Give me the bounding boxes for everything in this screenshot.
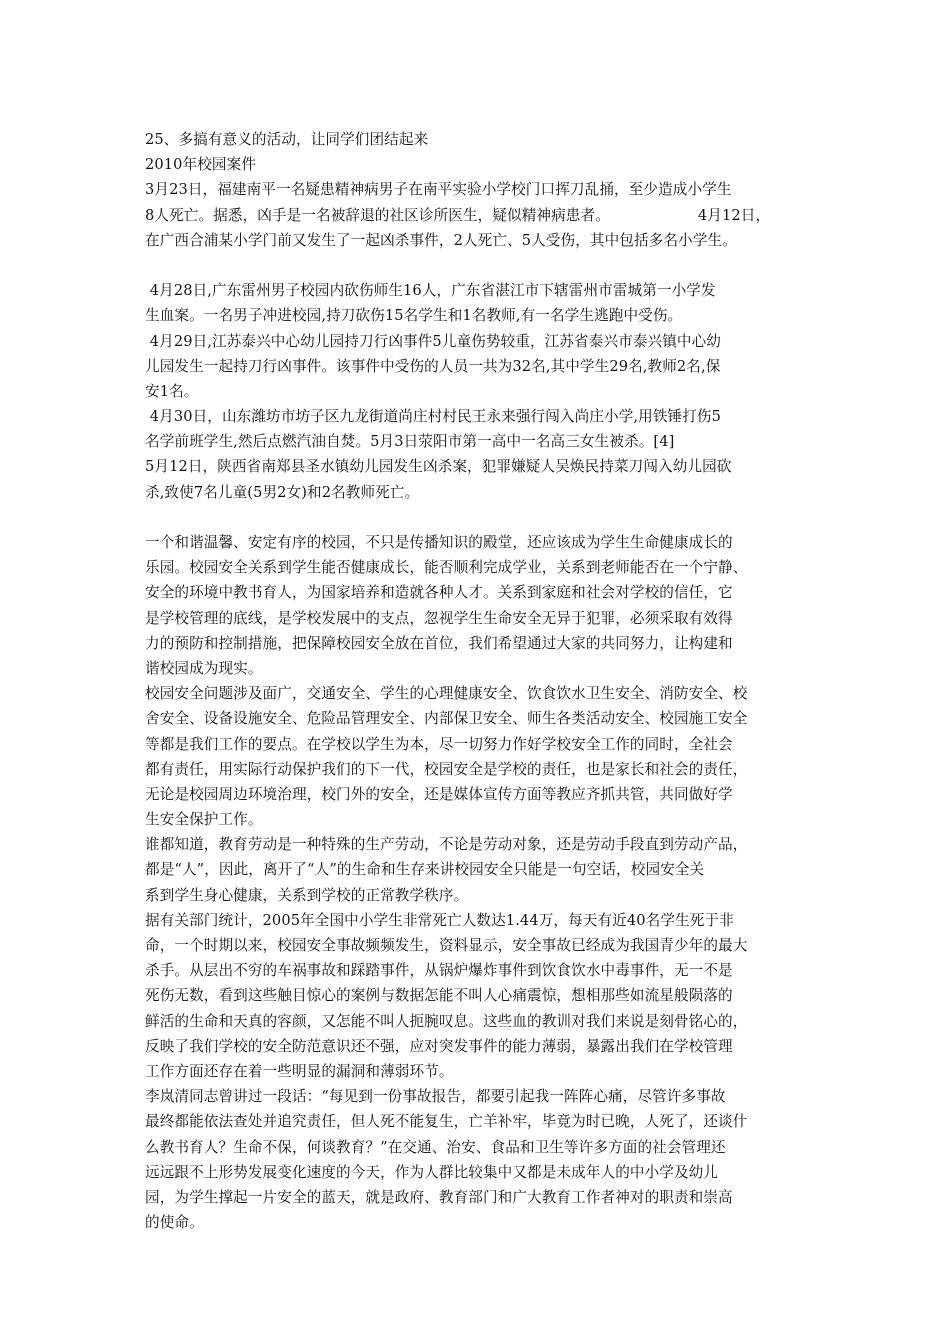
- text-line: 鲜活的生命和天真的容颜，又怎能不叫人扼腕叹息。这些血的教训对我们来说是刻骨铭心的，: [145, 1012, 748, 1030]
- text-line: 舍安全、设备设施安全、危险品管理安全、内部保卫安全、师生各类活动安全、校园施工安全: [145, 710, 748, 728]
- text-line: 杀,致使7名儿童(5男2女)和2名教师死亡。: [145, 483, 420, 501]
- text-line: 远远跟不上形势发展变化速度的今天，作为人群比较集中又都是未成年人的中小学及幼儿: [145, 1163, 719, 1181]
- text-line: 一个和谐温馨、安定有序的校园，不只是传播知识的殿堂，还应该成为学生生命健康成长的: [145, 534, 733, 551]
- text-line: 么教书育人？生命不保，何谈教育？”在交通、治安、食品和卫生等许多方面的社会管理还: [145, 1138, 726, 1156]
- text-line: 生血案。一名男子冲进校园,持刀砍伤15名学生和1名教师,有一名学生逃跑中受伤。: [145, 307, 683, 325]
- case-paragraph-3: [145, 329, 815, 405]
- text-line: 儿园发生一起持刀行凶事件。该事件中受伤的人员一共为32名,其中学生29名,教师2名,保: [145, 357, 721, 375]
- case-paragraph-5: [145, 454, 815, 504]
- text-line: 园，为学生撑起一片安全的蓝天，就是政府、教育部门和广大教育工作者神对的职责和崇高: [145, 1188, 733, 1206]
- text-line: 李岚清同志曾讲过一段话：“每见到一份事故报告，都要引起我一阵阵心痛，尽管许多事故: [145, 1088, 726, 1106]
- text-line: 等都是我们工作的要点。在学校以学生为本，尽一切努力作好学校安全工作的同时，全社会: [145, 735, 733, 753]
- text-line: 谁都知道，教育劳动是一种特殊的生产劳动，不论是劳动对象，还是劳动手段直到劳动产品，: [145, 836, 748, 854]
- text-line: 的使命。: [145, 1214, 204, 1232]
- text-line: 安全的环境中教书育人，为国家培养和造就各种人才。关系到家庭和社会对学校的信任，它: [145, 584, 733, 602]
- body-paragraph-3: [145, 832, 815, 908]
- body-paragraph-4: [145, 908, 815, 1084]
- blank-line: [145, 253, 815, 278]
- text-line: 死伤无数，看到这些触目惊心的案例与数据怎能不叫人心痛震惊，想相那些如流星般陨落的: [145, 987, 733, 1005]
- text-line: 谐校园成为现实。: [145, 659, 263, 677]
- text-run: 4月12日，: [697, 206, 771, 224]
- text-line: 安1名。: [145, 382, 199, 400]
- text-line: 4月28日,广东雷州男子校园内砍伤师生16人，广东省湛江市下辖雷州市雷城第一小学发: [145, 282, 716, 300]
- text-line: 4月30日，山东潍坊市坊子区九龙街道尚庄村村民王永来强行闯入尚庄小学,用铁锤打伤5: [145, 408, 721, 426]
- text-line: 4月29日,江苏泰兴中心幼儿园持刀行凶事件5儿童伤势较重，江苏省泰兴市泰兴镇中心幼: [145, 332, 721, 350]
- text-run: 8人死亡。据悉，凶手是一名被辞退的社区诊所医生，疑似精神病患者。: [145, 206, 610, 224]
- document-body: [145, 127, 815, 1235]
- text-line: 5月12日，陕西省南郑县圣水镇幼儿园发生凶杀案，犯罪嫌疑人吴焕民持菜刀闯入幼儿园砍: [145, 458, 732, 476]
- text-line: 反映了我们学校的安全防范意识还不强，应对突发事件的能力薄弱，暴露出我们在学校管理: [145, 1037, 733, 1055]
- case-paragraph-1: [145, 177, 815, 253]
- body-paragraph-5: [145, 1084, 815, 1235]
- text-line: 生安全保护工作。: [145, 811, 263, 829]
- text-line: 都有责任，用实际行动保护我们的下一代，校园安全是学校的责任，也是家长和社会的责任，: [145, 760, 748, 778]
- text-line: 都是“人”，因此，离开了“人”的生命和生存来讲校园安全只能是一句空话，校园安全关: [145, 861, 705, 879]
- text-line: 无论是校园周边环境治理，校门外的安全，还是媒体宣传方面等教应齐抓共管，共同做好学: [145, 785, 733, 803]
- text-line: 杀手。从层出不穷的车祸事故和踩踏事件，从锅炉爆炸事件到饮食饮水中毒事件，无一不是: [145, 962, 733, 980]
- text-line: 在广西合浦某小学门前又发生了一起凶杀事件，2人死亡、5人受伤，其中包括多名小学生。: [145, 231, 737, 249]
- text-line: 校园安全问题涉及面广，交通安全、学生的心理健康安全、饮食饮水卫生安全、消防安全、校: [145, 685, 748, 703]
- case-paragraph-2: [145, 278, 815, 328]
- text-line: 是学校管理的底线，是学校发展中的支点，忽视学生生命安全无异于犯罪，必须采取有效得: [145, 609, 733, 627]
- case-paragraph-4: [145, 404, 815, 454]
- list-item-heading: 25、多搞有意义的活动，让同学们团结起来: [145, 131, 429, 148]
- text-line: [145, 203, 815, 228]
- blank-line: [145, 505, 815, 530]
- text-line: 命，一个时期以来，校园安全事故频频发生，资料显示，安全事故已经成为我国青少年的最大: [145, 937, 748, 954]
- text-line: 3月23日，福建南平一名疑患精神病男子在南平实验小学校门口挥刀乱捅，至少造成小学生: [145, 181, 732, 199]
- text-line: 乐园。校园安全关系到学生能否健康成长，能否顺利完成学业，关系到老师能否在一个宁静、: [145, 559, 748, 577]
- text-line: 名学前班学生,然后点燃汽油自焚。5月3日荥阳市第一高中一名高三女生被杀。[4]: [145, 433, 675, 451]
- text-line: 系到学生身心健康，关系到学校的正常教学秩序。: [145, 886, 469, 904]
- text-line: 最终都能依法查处并追究责任，但人死不能复生，亡羊补牢，毕竟为时已晚，人死了，还谈什: [145, 1113, 748, 1131]
- body-paragraph-1: [145, 530, 815, 681]
- text-line: 工作方面还存在着一些明显的漏洞和薄弱环节。: [145, 1062, 454, 1080]
- text-line: 力的预防和控制措施，把保障校园安全放在首位，我们希望通过大家的共同努力，让构建和: [145, 634, 733, 652]
- section-title: 2010年校园案件: [145, 156, 257, 174]
- text-line: 据有关部门统计，2005年全国中小学生非常死亡人数达1.44万，每天有近40名学生死于非: [145, 911, 734, 929]
- body-paragraph-2: [145, 681, 815, 832]
